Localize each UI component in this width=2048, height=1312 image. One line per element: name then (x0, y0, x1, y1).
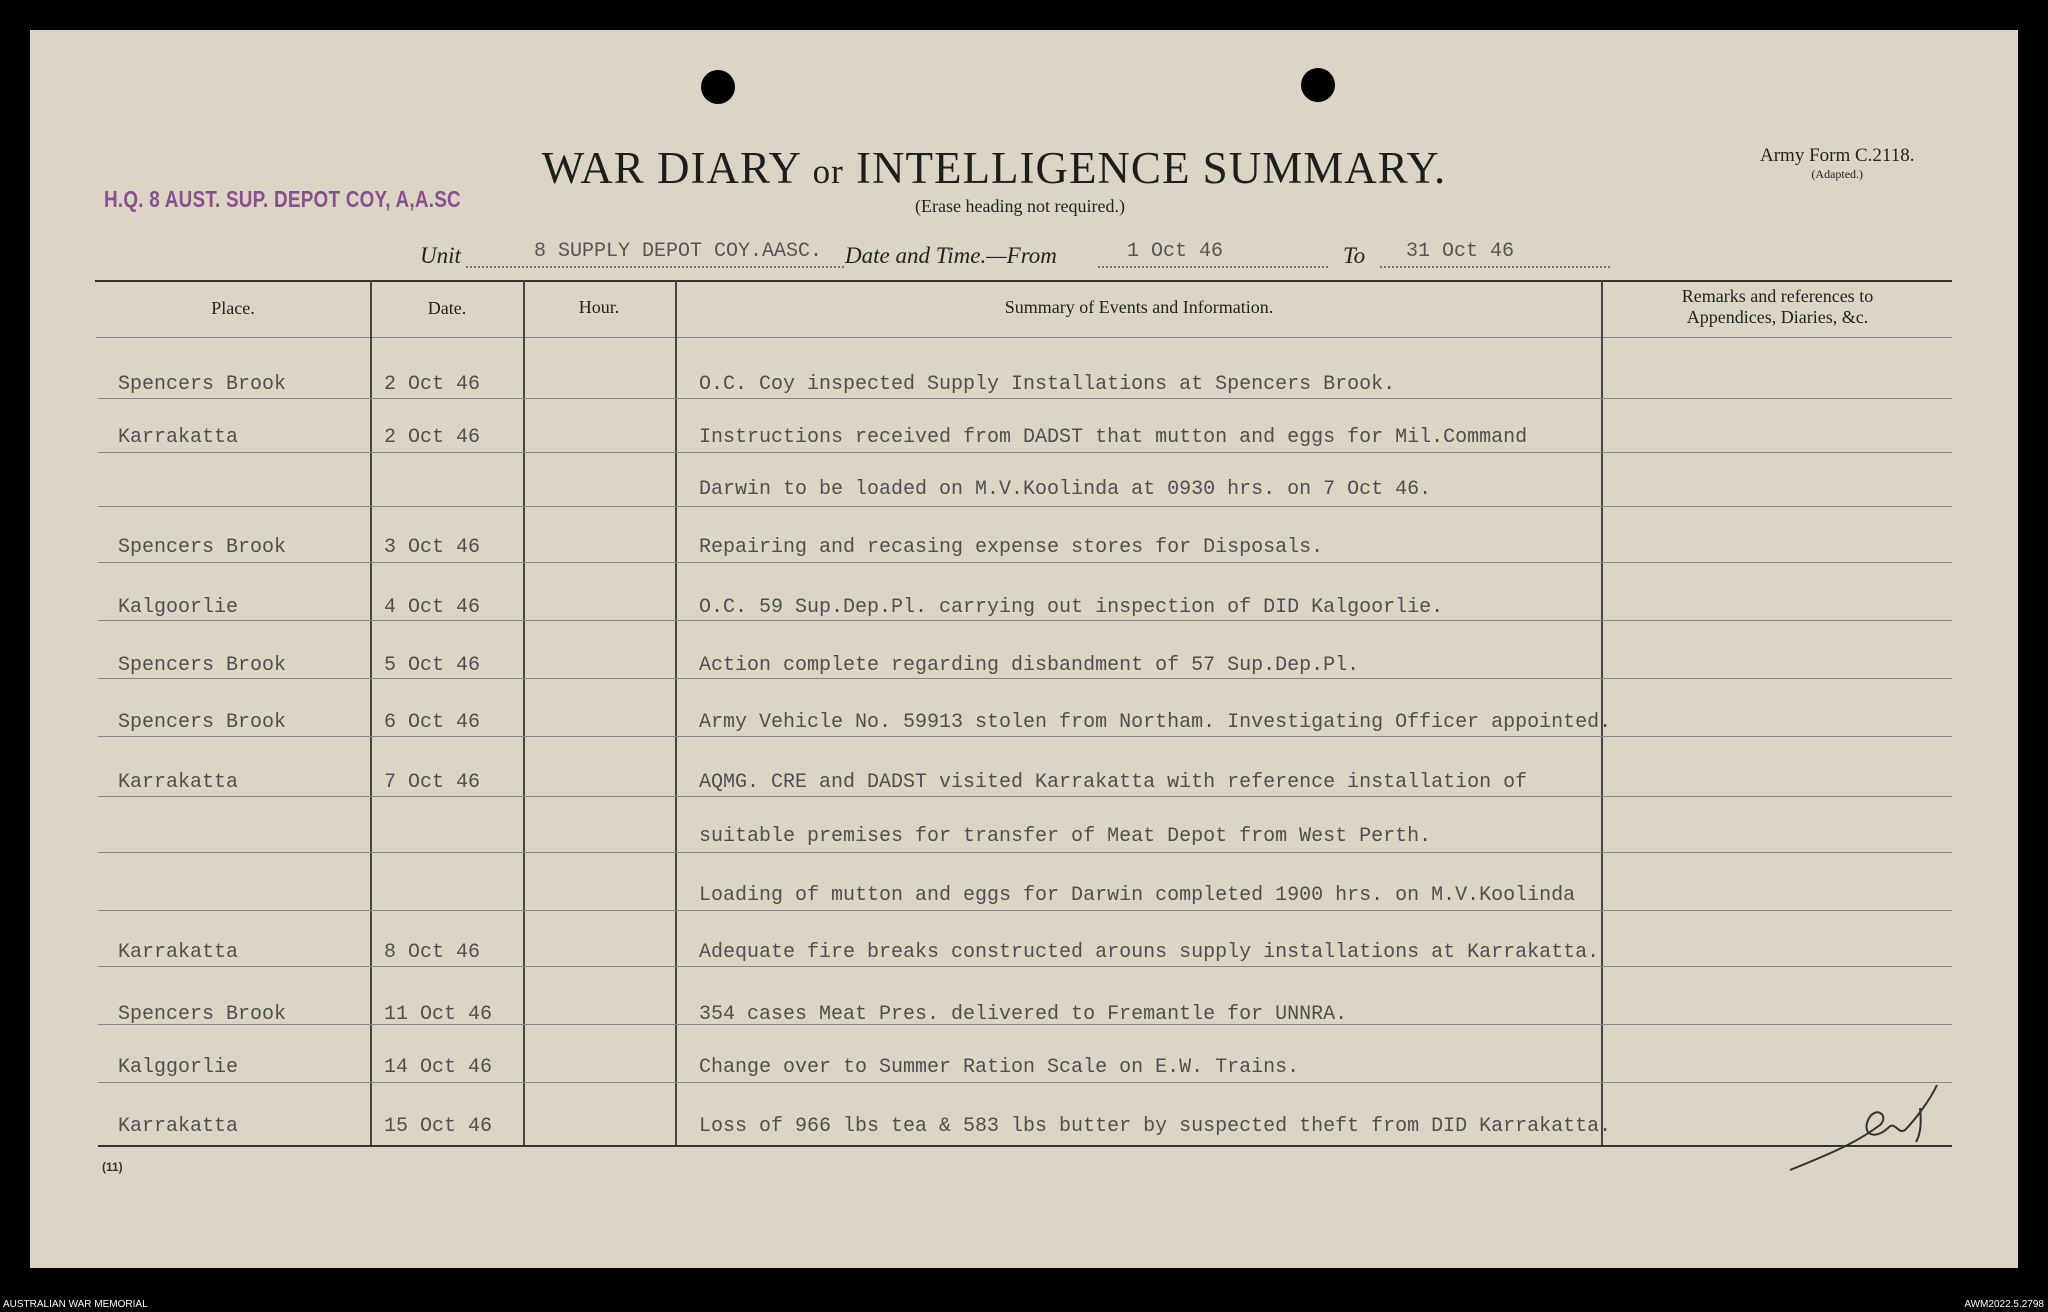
date-to-value: 31 Oct 46 (1406, 240, 1515, 263)
header-remarks-line1: Remarks and references to (1681, 286, 1874, 306)
date-from-value: 1 Oct 46 (1127, 240, 1224, 263)
row-place: Spencers Brook (118, 654, 287, 677)
row-summary: Loss of 966 lbs tea & 583 lbs butter by suspected theft from DID Karrakatta. (699, 1115, 1612, 1138)
army-form-label (1760, 145, 1914, 182)
row-place: Karrakatta (118, 426, 239, 449)
header-remarks (1603, 286, 1952, 328)
date-time-label: Date and Time.—From (845, 243, 1057, 268)
row-summary: O.C. Coy inspected Supply Installations at Spencers Brook. (699, 373, 1396, 396)
title-or: or (812, 152, 844, 191)
row-summary: Change over to Summer Ration Scale on E.W. Trains. (699, 1056, 1300, 1079)
row-date: 6 Oct 46 (384, 711, 481, 734)
row-place: Spencers Brook (118, 711, 287, 734)
row-summary: Loading of mutton and eggs for Darwin completed 1900 hrs. on M.V.Koolinda (699, 884, 1576, 907)
row-summary: Adequate fire breaks constructed arouns supply installations at Karrakatta. (699, 941, 1600, 964)
row-summary: suitable premises for transfer of Meat Depot from West Perth. (699, 825, 1432, 848)
row-date: 7 Oct 46 (384, 771, 481, 794)
title-intelligence-summary: INTELLIGENCE SUMMARY. (856, 143, 1447, 193)
form-number: (11) (102, 1160, 123, 1174)
row-date: 5 Oct 46 (384, 654, 481, 677)
archive-caption-left: AUSTRALIAN WAR MEMORIAL (3, 1299, 148, 1310)
row-date: 11 Oct 46 (384, 1003, 493, 1026)
army-form-number: Army Form C.2118. (1760, 145, 1915, 166)
row-summary: Darwin to be loaded on M.V.Koolinda at 0930 hrs. on 7 Oct 46. (699, 478, 1432, 501)
row-date: 4 Oct 46 (384, 596, 481, 619)
row-summary: Action complete regarding disbandment of 57 Sup.Dep.Pl. (699, 654, 1360, 677)
row-date: 14 Oct 46 (384, 1056, 493, 1079)
row-place: Spencers Brook (118, 1003, 287, 1026)
row-summary: Instructions received from DADST that mutton and eggs for Mil.Command (699, 426, 1528, 449)
row-summary: Army Vehicle No. 59913 stolen from Northam. Investigating Officer appointed. (699, 711, 1612, 734)
row-place: Karrakatta (118, 771, 239, 794)
date-to-label: To (1343, 243, 1366, 268)
row-date: 2 Oct 46 (384, 373, 481, 396)
army-form-adapted: (Adapted.) (1811, 167, 1864, 181)
row-place: Spencers Brook (118, 536, 287, 559)
header-hour: Hour. (578, 297, 620, 317)
title-war-diary: WAR DIARY (541, 143, 801, 193)
unit-stamp: H.Q. 8 AUST. SUP. DEPOT COY, A,A.SC (104, 186, 461, 212)
row-place: Kalggorlie (118, 1056, 239, 1079)
header-date: Date. (427, 298, 467, 318)
row-summary: AQMG. CRE and DADST visited Karrakatta with reference installation of (699, 771, 1528, 794)
archive-reference: AWM2022.5.2798 (1964, 1299, 2044, 1310)
punch-hole-left (701, 70, 735, 104)
row-date: 15 Oct 46 (384, 1115, 493, 1138)
header-remarks-line2: Appendices, Diaries, &c. (1686, 307, 1869, 327)
row-place: Karrakatta (118, 941, 239, 964)
row-date: 8 Oct 46 (384, 941, 481, 964)
row-date: 3 Oct 46 (384, 536, 481, 559)
header-summary: Summary of Events and Information. (1004, 297, 1274, 317)
row-summary: 354 cases Meat Pres. delivered to Fremantle for UNNRA. (699, 1003, 1348, 1026)
row-place: Spencers Brook (118, 373, 287, 396)
row-place: Karrakatta (118, 1115, 239, 1138)
page-title (0, 142, 2018, 194)
unit-value: 8 SUPPLY DEPOT COY.AASC. (534, 240, 823, 263)
row-summary: Repairing and recasing expense stores for Disposals. (699, 536, 1324, 559)
unit-label: Unit (420, 243, 461, 268)
row-date: 2 Oct 46 (384, 426, 481, 449)
subtitle: (Erase heading not required.) (915, 196, 1125, 216)
row-summary: O.C. 59 Sup.Dep.Pl. carrying out inspection of DID Kalgoorlie. (699, 596, 1444, 619)
punch-hole-right (1301, 68, 1335, 102)
row-place: Kalgoorlie (118, 596, 239, 619)
signature (1780, 1080, 1950, 1180)
header-place: Place. (211, 298, 255, 318)
